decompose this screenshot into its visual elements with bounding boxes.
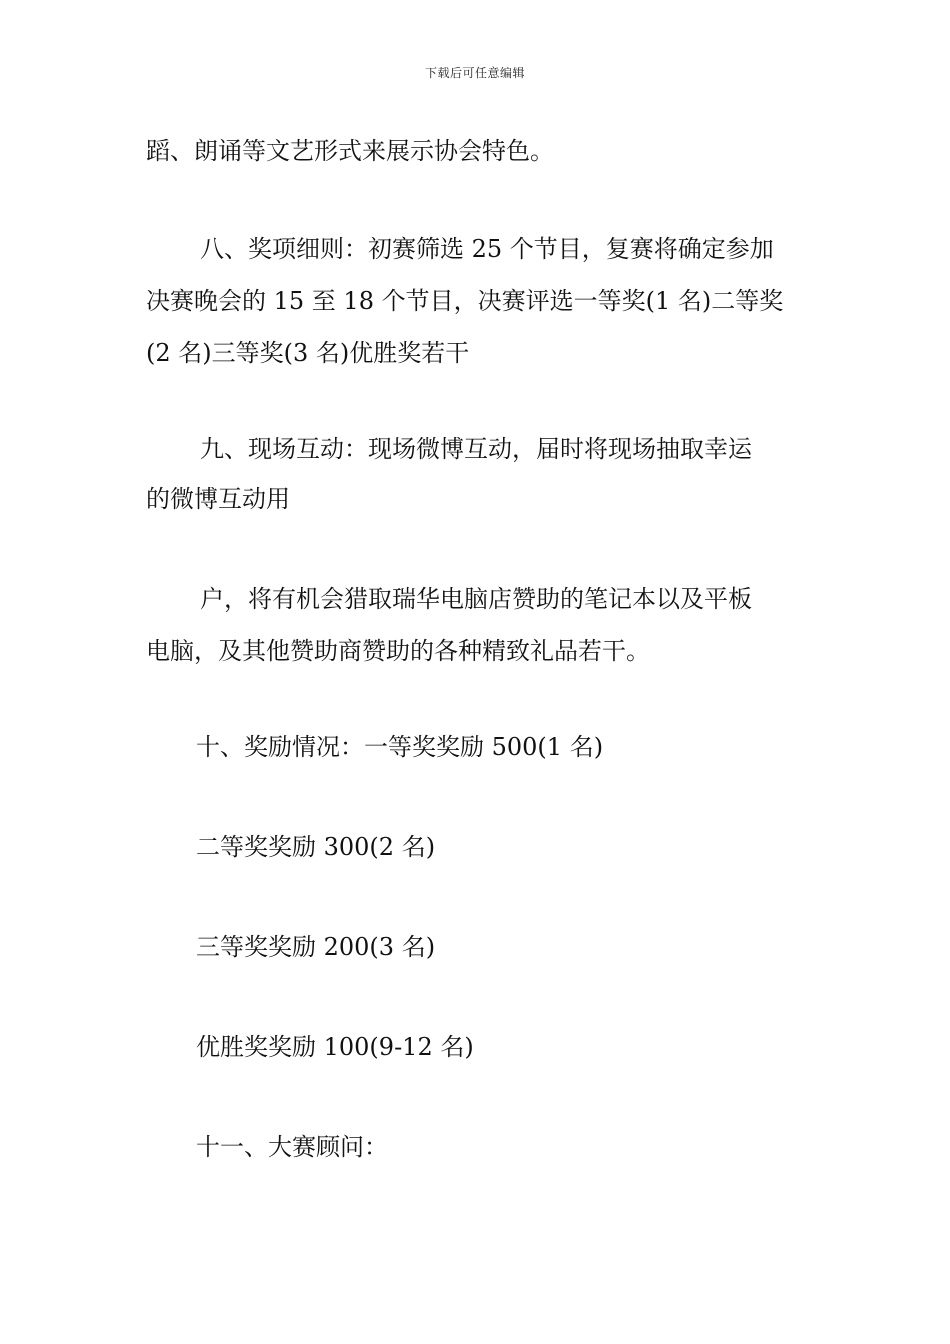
text-line-second-prize: 二等奖奖励 300(2 名) xyxy=(196,833,436,861)
text-line-section-9-interaction: 九、现场互动：现场微博互动，届时将现场抽取幸运 xyxy=(200,435,752,463)
text-line-section-8-cont-2: (2 名)三等奖(3 名)优胜奖若干 xyxy=(146,339,470,367)
text-line-section-9-cont-1: 的微博互动用 xyxy=(146,485,290,513)
text-line-merit-prize: 优胜奖奖励 100(9-12 名) xyxy=(196,1033,474,1061)
text-line-section-9-cont-3: 电脑，及其他赞助商赞助的各种精致礼品若干。 xyxy=(146,637,650,665)
text-line-third-prize: 三等奖奖励 200(3 名) xyxy=(196,933,436,961)
text-line-section-11-advisors: 十一、大赛顾问： xyxy=(196,1133,388,1161)
text-line-section-10-rewards: 十、奖励情况：一等奖奖励 500(1 名) xyxy=(196,733,604,761)
text-line-intro-continuation: 蹈、朗诵等文艺形式来展示协会特色。 xyxy=(146,137,554,165)
text-line-section-8-awards: 八、奖项细则：初赛筛选 25 个节目，复赛将确定参加 xyxy=(200,235,774,263)
page-header-note: 下载后可任意编辑 xyxy=(424,66,525,80)
text-line-section-9-cont-2: 户，将有机会猎取瑞华电脑店赞助的笔记本以及平板 xyxy=(200,585,752,613)
text-line-section-8-cont-1: 决赛晚会的 15 至 18 个节目，决赛评选一等奖(1 名)二等奖 xyxy=(146,287,784,315)
